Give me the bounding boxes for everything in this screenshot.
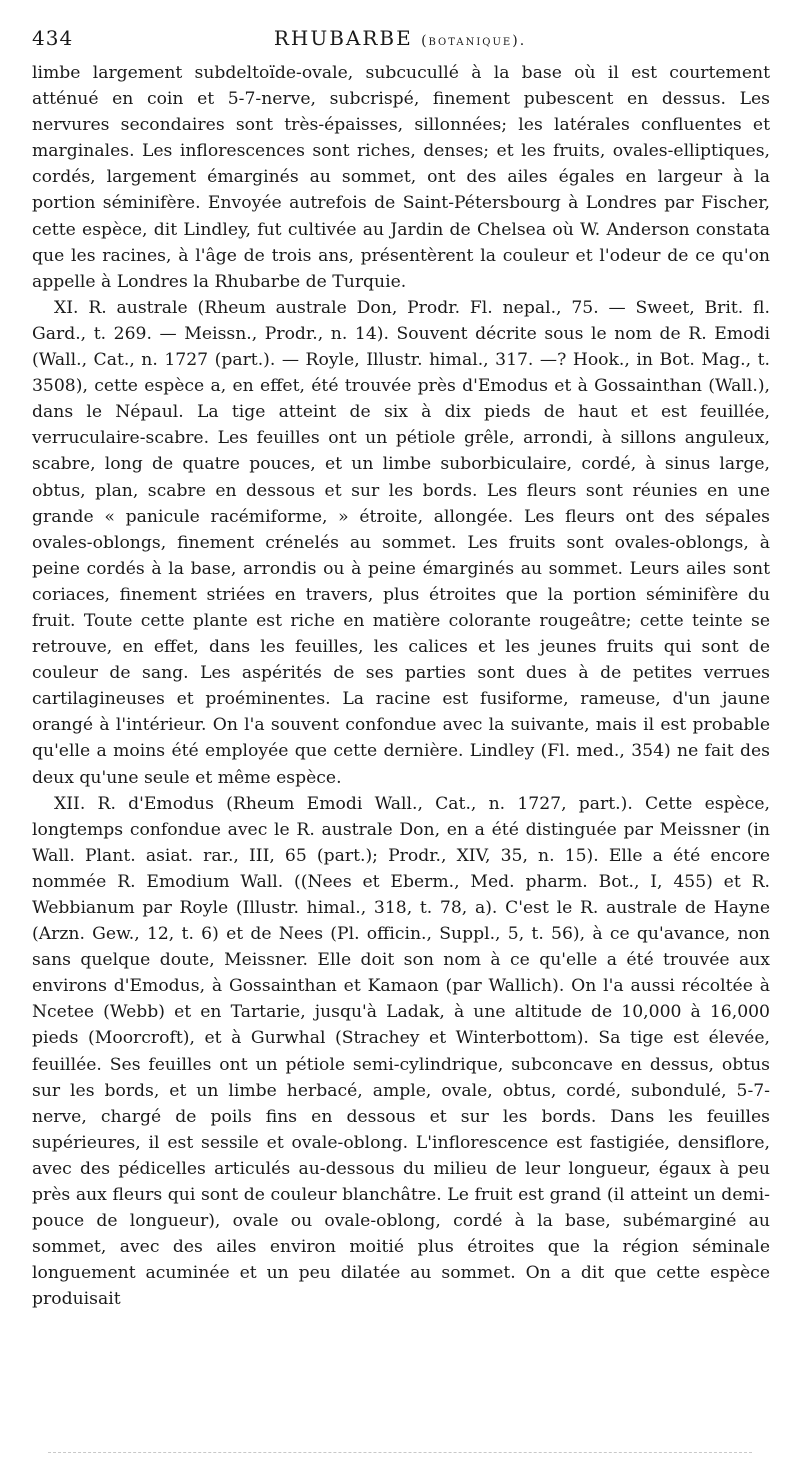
entry-xii-rheum-emodi: XII. R. d'Emodus (Rheum Emodi Wall., Cat., n. 1727, part.). Cette espèce, longtemps confondue avec le R. australe Don, en a été distinguée par Meissner (in Wall. Plant. asiat. rar., III, 65 (part.); Prodr., XIV, 35, n. 15). Elle a été encore nommée R. Emodium Wall. ((Nees et Eberm., Med. pharm. Bot., I, 455) et R. Webbianum par Royle (Illustr. himal., 318, t. 78, a). C'est le R. australe de Hayne (Arzn. Gew., 12, t. 6) et de Nees (Pl. officin., Suppl., 5, t. 56), à ce qu'avance, non sans quelque doute, Meissner. Elle doit son nom à ce qu'elle a été trouvée aux environs d'Emodus, à Gossainthan et Kamaon (par Wallich). On l'a aussi récoltée à Ncetee (Webb) et en Tartarie, jusqu'à Ladak, à une altitude de 10,000 à 16,000 pieds (Moorcroft), et à Gurwhal (Strachey et Winterbottom). Sa tige est élevée, feuillée. Ses feuilles ont un pétiole semi-cylindrique, subconcave en dessus, obtus sur les bords, et un limbe herbacé, ample, ovale, obtus, cordé, subondulé, 5-7-nerve, chargé de poils fins en dessous et sur les bords. Dans les feuilles supérieures, il est sessile et ovale-oblong. L'inflorescence est fastigiée, densiflore, avec des pédicelles articulés au-dessous du milieu de leur longueur, égaux à peu près aux fleurs qui sont de couleur blanchâtre. Le fruit est grand (il atteint un demi-pouce de longueur), ovale ou ovale-oblong, cordé à la base, subémarginé au sommet, avec des ailes environ moitié plus étroites que la région séminale longuement acuminée et un peu dilatée au sommet. On a dit que cette espèce produisait: [32, 793, 770, 1310]
body-text: [32, 60, 770, 1313]
page-number: 434: [32, 26, 74, 50]
entry-xi-rheum-australe: XI. R. australe (Rheum australe Don, Prodr. Fl. nepal., 75. — Sweet, Brit. fl. Gard., t. 269. — Meissn., Prodr., n. 14). Souvent décrite sous le nom de R. Emodi (Wall., Cat., n. 1727 (part.). — Royle, Illustr. himal., 317. —? Hook., in Bot. Mag., t. 3508), cette espèce a, en effet, été trouvée près d'Emodus et à Gossainthan (Wall.), dans le Népaul. La tige atteint de six à dix pieds de haut et est feuillée, verruculaire-scabre. Les feuilles ont un pétiole grêle, arrondi, à sillons anguleux, scabre, long de quatre pouces, et un limbe suborbiculaire, cordé, à sinus large, obtus, plan, scabre en dessous et sur les bords. Les fleurs sont réunies en une grande « panicule racémiforme, » étroite, allongée. Les fleurs ont des sépales ovales-oblongs, finement crénelés au sommet. Les fruits sont ovales-oblongs, à peine cordés à la base, arrondis ou à peine émarginés au sommet. Leurs ailes sont coriaces, finement striées en travers, plus étroites que la portion séminifère du fruit. Toute cette plante est riche en matière colorante rougeâtre; cette teinte se retrouve, en effet, dans les feuilles, les calices et les jeunes fruits qui sont de couleur de sang. Les aspérités de ses parties sont dues à de petites verrues cartilagineuses et proéminentes. La racine est fusiforme, rameuse, d'un jaune orangé à l'intérieur. On l'a souvent confondue avec la suivante, mais il est probable qu'elle a moins été employée que cette dernière. Lindley (Fl. med., 354) ne fait des deux qu'une seule et même espèce.: [32, 297, 770, 788]
running-head-qualifier: (botanique).: [421, 33, 527, 49]
running-head-title: RHUBARBE: [273, 26, 413, 50]
page-header: [32, 26, 768, 58]
footer-rule: [48, 1452, 752, 1453]
paragraph-continuation: limbe largement subdeltoïde-ovale, subcucullé à la base où il est courtement atténué en coin et 5-7-nerve, subcrispé, finement pubescent en dessus. Les nervures secondaires sont très-épaisses, sillonnées; les latérales confluentes et marginales. Les inflorescences sont riches, denses; et les fruits, ovales-elliptiques, cordés, largement émarginés au sommet, ont des ailes égales en largeur à la portion séminifère. Envoyée autrefois de Saint-Pétersbourg à Londres par Fischer, cette espèce, dit Lindley, fut cultivée au Jardin de Chelsea où W. Anderson constata que les racines, à l'âge de trois ans, présentèrent la couleur et l'odeur de ce qu'on appelle à Londres la Rhubarbe de Turquie.: [32, 63, 770, 292]
running-head: [32, 26, 768, 50]
